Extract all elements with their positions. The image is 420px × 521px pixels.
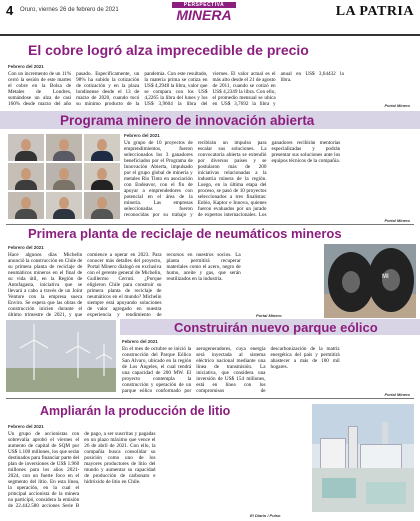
article-innovation-title: Programa minero de innovación abierta <box>60 113 315 128</box>
winner-photo <box>84 134 120 161</box>
article-tires-title: Primera planta de reciclaje de neumáticos mineros <box>28 226 342 241</box>
article-tires-date: Febrero del 2021 <box>8 245 44 250</box>
article-wind-date: Febrero del 2021 <box>122 339 158 344</box>
section-logo-mid: MINERA <box>176 7 232 23</box>
winner-photo <box>8 163 44 190</box>
article-innovation-signature: Portal Minero <box>384 218 410 223</box>
winner-photo <box>46 134 82 161</box>
section-divider <box>6 224 414 225</box>
article-tires-body <box>8 252 320 318</box>
article-lithium-body <box>8 431 308 513</box>
winner-photo <box>8 192 44 219</box>
article-tires-text: Hace algunos días Michelin anunció la construcción en Chile de su primera planta de reciclaje de neumáticos mineros en el final de su vida útil, en la Región de Antofagasta, iniciativa que se llevará a cabo a través de un Joint Venture con la empresa sueca Enviro. Se espera que las obras de construcción inicien durante el último trimestre de 2021, y que comience a operar en 2023. Para conocer más detalles del proyecto, Portal Minero dialogó en exclusiva con el gerente general de Michelin, Guillermo Cerruti. ¿Porque eligieron Chile para construir su primera planta de reciclaje de neumáticos en el mundo? Michelin siempre está apoyando soluciones de valor agregado en nuestra experiencia y rendimiento de recursos en nuestros socios. La planta permitirá recuperar materiales como el acero, negro de humo, aceite y gas, que serán reutilizados en la industria. <box>8 252 241 318</box>
article-wind-title: Construirán nuevo parque eólico <box>174 320 378 335</box>
winner-photo <box>84 192 120 219</box>
article-wind-text: En el mes de octubre se inició la construcción del Parque Eólico San Alvaro, ubicado en la región de Los Ángeles, el cual tendrá una capacidad de 200 MW. El proyecto contempla la construcción y operación de un parque eólico conformado por aerogeneradores, cuya energía será inyectada al sistema eléctrico nacional mediante una línea de transmisión. La iniciativa, que considera una inversión de US$ 154 millones, está en línea con los compromisos de descarbonización de la matriz energética del país y permitirá abastecer a más de 100 mil hogares. <box>122 346 340 394</box>
winner-photo <box>8 134 44 161</box>
section-logo-top: PERSPECTIVA <box>172 2 236 8</box>
article-copper-signature: Portal Minero <box>384 103 410 108</box>
article-copper-date: Febrero del 2021 <box>8 64 44 69</box>
winner-photo <box>84 163 120 190</box>
article-lithium-text: Un grupo de accionistas con sobrevalía aprobó el viernes el aumento de capital de SQM por US$ 1.100 millones, los que serán destinados para financiar parte del plan de inversiones de US$ 1.960 millones para los años 2021-2024, con un fuerte foco en el segmento del litio. En esta línea, la operación, en la cual el principal accionista de la minera no participó, considera la emisión de 22.442.580 acciones Serie B de pago, a ser suscritas y pagadas en un plazo máximo que vence el 26 de abril de 2021. Con ello, la compañía busca consolidar su posición como uno de los mayores productores de litio del mundo y aumentar su capacidad de producción de carbonato e hidróxido de litio en Chile. <box>8 431 156 509</box>
winner-photo <box>46 192 82 219</box>
issue-date: Oruro, viernes 26 de febrero de 2021 <box>20 7 119 13</box>
article-wind-signature: Portal Minero <box>384 392 410 397</box>
photo-mining-tires: MI <box>324 244 416 318</box>
winner-photo <box>46 163 82 190</box>
page-header <box>0 0 420 36</box>
article-tires-signature: Portal Minero <box>256 313 282 318</box>
section-logo <box>158 2 250 32</box>
page-number: 4 <box>6 3 14 18</box>
article-lithium-title: Ampliarán la producción de litio <box>40 404 231 418</box>
article-innovation-text: Un grupo de 10 proyectos de emprendimientos, fueron seleccionados los 3 ganadores beneficiados por el Programa de Innovación Abierta, impulsado por el grupo global de minería y metales Rio Tinto en asociación con Endeavor, con el fin de apoyar a emprendedores con potencial en el área de la minería. Las empresas seleccionadas fueron reconocidas por su trabajo y recibirán un impulso para escalar sus soluciones. La convocatoria abierta se extendió por diversos países y se postularon más de 200 iniciativas relacionadas a la industria minera de la región. Luego, en la última etapa del proceso, se pasó de 10 proyectos seleccionados a tres finalistas: Enbio, Kaptor e Innova, quienes fueron evaluados por un jurado de expertos internacionales. Los ganadores recibirán mentorías especializadas y podrán presentar sus soluciones ante los equipos técnicos de la compañía. <box>124 140 341 218</box>
photo-lithium-plant <box>312 404 414 512</box>
article-copper-text: Con un incremento de un 11% cerró la sesión de este martes el cobre en la Bolsa de Metales de Londres, sumándose un alza de casi 160% desde marzo del año pasado. Específicamente, un 98% ha subido la cotización de cotización y en la plaza londinense desde el 13 de marzo de 2020, cuando tocó su mínimo producto de la pandemia. Con este resultado, la materia prima se cotiza en US$ 4,2948 la libra, valor que se compara con los US$ 4,2265 la libra del lunes y los US$ 3,9604 la libra del viernes. El valor actual es el más alto desde el 21 de agosto de 2011, cuando se cotizó en US$ 4,2349 la libra. Con ello, el promedio mensual se ubica en US$ 3,7692 la libra y anual en US$ 3,64432 la libra. <box>8 71 344 107</box>
article-lithium-date: Febrero del 2021 <box>8 424 44 429</box>
article-innovation-body <box>124 140 414 220</box>
article-wind-body <box>122 346 414 394</box>
section-divider <box>6 398 414 399</box>
article-copper-title: El cobre logró alza imprecedible de precio <box>28 42 309 58</box>
photo-wind-farm <box>6 320 116 392</box>
article-copper-body <box>8 71 412 107</box>
article-innovation-date: Febrero del 2021 <box>124 133 160 138</box>
newspaper-name: LA PATRIA <box>335 4 414 19</box>
article-lithium-signature: El Diario / Pulso <box>250 513 281 518</box>
